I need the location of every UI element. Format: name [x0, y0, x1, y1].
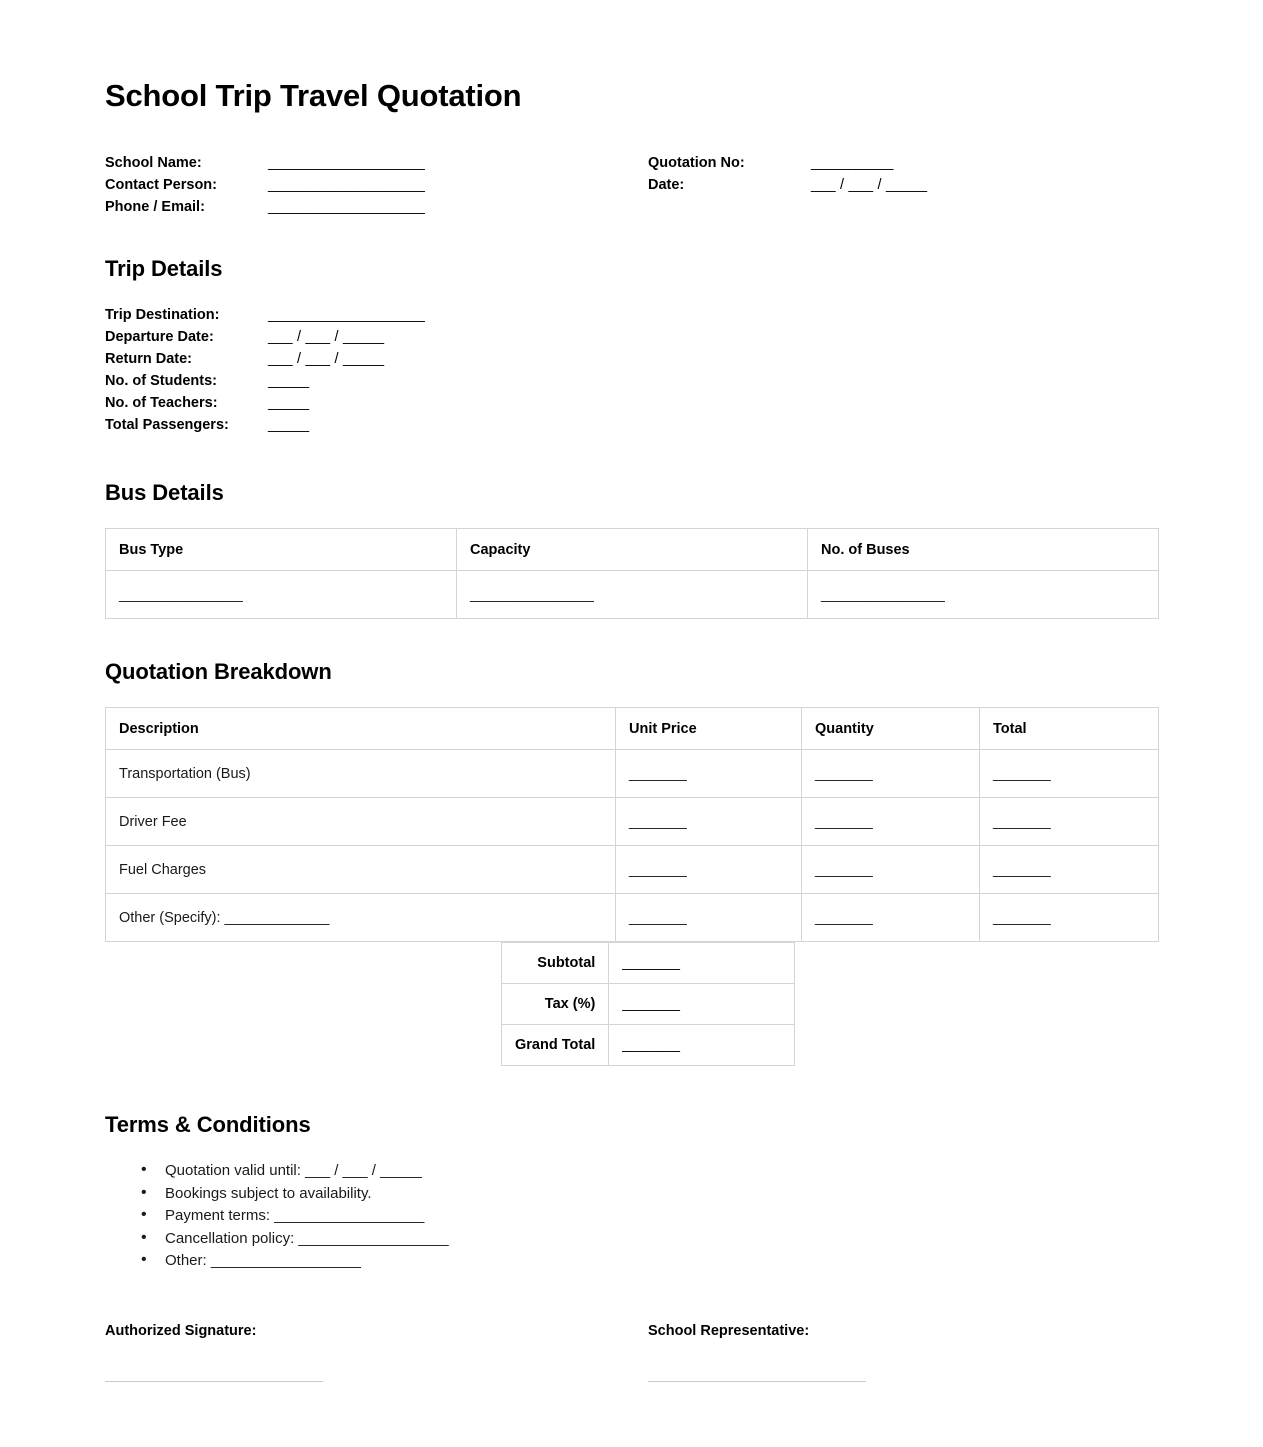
list-item: • Bookings subject to availability.	[141, 1183, 1158, 1206]
field-label: Contact Person:	[105, 177, 217, 193]
column-header-no-of-buses: No. of Buses	[808, 529, 1159, 571]
signature-school-representative	[648, 1323, 1158, 1382]
list-item[interactable]: • Quotation valid until: ___ / ___ / _____	[141, 1160, 1158, 1183]
field-quotation-no	[648, 152, 1158, 174]
section-title-trip-details: Trip Details	[105, 256, 223, 281]
table-row	[106, 750, 1159, 798]
column-header-unit-price: Unit Price	[616, 708, 802, 750]
column-header-description: Description	[106, 708, 616, 750]
list-item[interactable]: • Cancellation policy: __________________	[141, 1228, 1158, 1251]
cell-description: Fuel Charges	[106, 846, 616, 894]
signature-authorized	[105, 1323, 648, 1382]
field-school-name	[105, 152, 648, 174]
signature-block	[105, 1323, 1158, 1382]
field-blank[interactable]: ___________________	[268, 307, 426, 323]
table-header-row	[106, 529, 1159, 571]
field-phone-email	[105, 196, 648, 218]
totals-row-subtotal	[502, 943, 795, 984]
section-bus-details	[105, 480, 1158, 619]
field-date	[648, 174, 1158, 196]
table-row	[106, 571, 1159, 619]
cell-unit-price[interactable]: _______	[616, 798, 802, 846]
field-label: Quotation No:	[648, 155, 745, 171]
field-blank[interactable]: ___________________	[268, 155, 426, 171]
table-row	[106, 846, 1159, 894]
cell-unit-price[interactable]: _______	[616, 846, 802, 894]
cell-total[interactable]: _______	[980, 894, 1159, 942]
cell-total[interactable]: _______	[980, 846, 1159, 894]
totals-value-grand-total[interactable]: _______	[609, 1025, 795, 1066]
column-header-quantity: Quantity	[802, 708, 980, 750]
totals-label-tax: Tax (%)	[502, 984, 609, 1025]
cell-capacity[interactable]: _______________	[457, 571, 808, 619]
signature-label-authorized: Authorized Signature:	[105, 1322, 257, 1339]
field-trip-destination	[105, 304, 1158, 326]
cell-quantity[interactable]: _______	[802, 846, 980, 894]
field-blank[interactable]: _____	[268, 417, 310, 433]
field-label: No. of Students:	[105, 373, 217, 389]
field-label: Total Passengers:	[105, 417, 229, 433]
totals-value-subtotal[interactable]: _______	[609, 943, 795, 984]
field-label: Trip Destination:	[105, 307, 220, 323]
field-label: No. of Teachers:	[105, 395, 218, 411]
totals-table	[501, 942, 795, 1066]
totals-label-grand-total: Grand Total	[502, 1025, 609, 1066]
field-no-of-teachers	[105, 392, 1158, 414]
field-blank[interactable]: ___ / ___ / _____	[268, 329, 385, 345]
cell-total[interactable]: _______	[980, 798, 1159, 846]
table-header-row	[106, 708, 1159, 750]
cell-unit-price[interactable]: _______	[616, 750, 802, 798]
field-blank[interactable]: ___________________	[268, 199, 426, 215]
cell-quantity[interactable]: _______	[802, 894, 980, 942]
column-header-capacity: Capacity	[457, 529, 808, 571]
field-label: Phone / Email:	[105, 199, 205, 215]
totals-label-subtotal: Subtotal	[502, 943, 609, 984]
cell-no-of-buses[interactable]: _______________	[808, 571, 1159, 619]
field-blank[interactable]: ___ / ___ / _____	[811, 177, 928, 193]
field-label: Departure Date:	[105, 329, 214, 345]
cell-quantity[interactable]: _______	[802, 798, 980, 846]
bus-details-table	[105, 528, 1159, 619]
section-quotation-breakdown	[105, 659, 1158, 1066]
field-total-passengers	[105, 414, 1158, 436]
section-title-terms: Terms & Conditions	[105, 1112, 311, 1137]
field-label: School Name:	[105, 155, 202, 171]
cell-total[interactable]: _______	[980, 750, 1159, 798]
field-contact-person	[105, 174, 648, 196]
totals-row-tax	[502, 984, 795, 1025]
field-no-of-students	[105, 370, 1158, 392]
field-blank[interactable]: _____	[268, 395, 310, 411]
section-title-bus-details: Bus Details	[105, 480, 224, 505]
field-blank[interactable]: ___________________	[268, 177, 426, 193]
field-departure-date	[105, 326, 1158, 348]
cell-bus-type[interactable]: _______________	[106, 571, 457, 619]
list-item[interactable]: • Other: __________________	[141, 1250, 1158, 1273]
quotation-breakdown-table	[105, 707, 1159, 942]
header-left-column	[105, 152, 648, 218]
terms-list	[105, 1160, 1158, 1273]
signature-line-school[interactable]	[648, 1381, 866, 1382]
column-header-bus-type: Bus Type	[106, 529, 457, 571]
table-row	[106, 798, 1159, 846]
list-item[interactable]: • Payment terms: __________________	[141, 1205, 1158, 1228]
field-blank[interactable]: __________	[811, 155, 894, 171]
totals-row-grand-total	[502, 1025, 795, 1066]
cell-quantity[interactable]: _______	[802, 750, 980, 798]
signature-label-school: School Representative:	[648, 1322, 810, 1339]
section-title-quotation-breakdown: Quotation Breakdown	[105, 659, 332, 684]
section-terms-conditions	[105, 1112, 1158, 1273]
section-trip-details	[105, 256, 1158, 436]
field-label: Return Date:	[105, 351, 193, 367]
table-row	[106, 894, 1159, 942]
cell-description-other[interactable]: Other (Specify): _____________	[106, 894, 616, 942]
field-blank[interactable]: ___ / ___ / _____	[268, 351, 385, 367]
field-return-date	[105, 348, 1158, 370]
field-blank[interactable]: _____	[268, 373, 310, 389]
field-label: Date:	[648, 177, 685, 193]
signature-line-authorized[interactable]	[105, 1381, 323, 1382]
page-title: School Trip Travel Quotation	[105, 78, 522, 113]
cell-description: Transportation (Bus)	[106, 750, 616, 798]
totals-value-tax[interactable]: _______	[609, 984, 795, 1025]
cell-unit-price[interactable]: _______	[616, 894, 802, 942]
column-header-total: Total	[980, 708, 1159, 750]
header-fields	[105, 152, 1158, 218]
header-right-column	[648, 152, 1158, 196]
cell-description: Driver Fee	[106, 798, 616, 846]
